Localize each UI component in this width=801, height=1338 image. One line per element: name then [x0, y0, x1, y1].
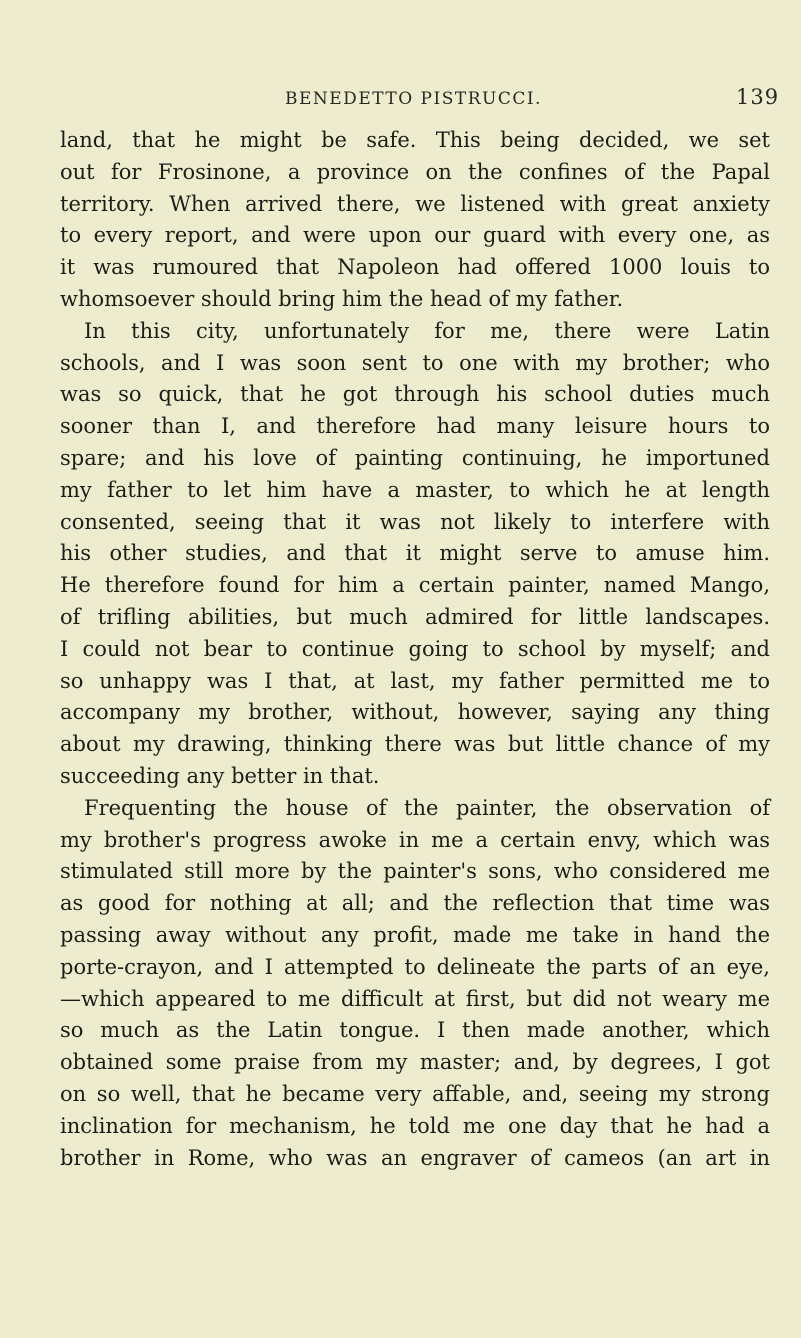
text-line: so unhappy was I that, at last, my father permitted me to [60, 668, 770, 693]
text-line: Frequenting the house of the painter, the observation of [84, 795, 770, 820]
text-line: He therefore found for him a certain painter, named Mango, [60, 573, 770, 598]
text-line: was so quick, that he got through his school duties much [60, 382, 770, 407]
text-line: it was rumoured that Napoleon had offered 1000 louis to [60, 255, 770, 280]
text-line: about my drawing, thinking there was but little chance of my [60, 732, 770, 757]
text-line: obtained some praise from my master; and, by degrees, I got [60, 1050, 770, 1075]
text-line: passing away without any profit, made me take in hand the [60, 922, 770, 947]
text-line: accompany my brother, without, however, saying any thing [60, 700, 770, 725]
text-line: my brother's progress awoke in me a certain envy, which was [60, 827, 770, 852]
text-line: whomsoever should bring him the head of my father. [60, 286, 624, 311]
text-line: to every report, and were upon our guard with every one, as [60, 223, 770, 248]
text-line: territory. When arrived there, we listened with great anxiety [60, 191, 770, 216]
text-line: porte-crayon, and I attempted to delineate the parts of an eye, [60, 954, 770, 979]
text-line: succeeding any better in that. [60, 763, 380, 788]
body-text [60, 125, 770, 1335]
running-title: BENEDETTO PISTRUCCI. [285, 89, 542, 109]
text-line: out for Frosinone, a province on the confines of the Papal [60, 159, 770, 184]
text-line: —which appeared to me difficult at first, but did not weary me [60, 986, 770, 1011]
text-line: spare; and his love of painting continuing, he importuned [60, 445, 770, 470]
text-line: In this city, unfortunately for me, there were Latin [84, 318, 770, 343]
text-line: so much as the Latin tongue. I then made another, which [60, 1018, 770, 1043]
text-line: on so well, that he became very affable, and, seeing my strong [60, 1081, 770, 1106]
text-line: as good for nothing at all; and the reflection that time was [60, 891, 770, 916]
running-header [0, 85, 801, 113]
text-line: of trifling abilities, but much admired for little landscapes. [60, 604, 770, 629]
text-line: inclination for mechanism, he told me one day that he had a [60, 1113, 770, 1138]
text-line: his other studies, and that it might serve to amuse him. [60, 541, 770, 566]
text-line: consented, seeing that it was not likely to interfere with [60, 509, 770, 534]
text-line: stimulated still more by the painter's sons, who considered me [60, 859, 770, 884]
page-number: 139 [736, 85, 780, 109]
text-line: I could not bear to continue going to school by myself; and [60, 636, 770, 661]
text-line: land, that he might be safe. This being decided, we set [60, 128, 770, 152]
text-line: brother in Rome, who was an engraver of cameos (an art in [60, 1145, 770, 1170]
text-line: my father to let him have a master, to which he at length [60, 477, 770, 502]
text-line: sooner than I, and therefore had many leisure hours to [60, 414, 770, 439]
text-line: schools, and I was soon sent to one with my brother; who [60, 350, 770, 375]
